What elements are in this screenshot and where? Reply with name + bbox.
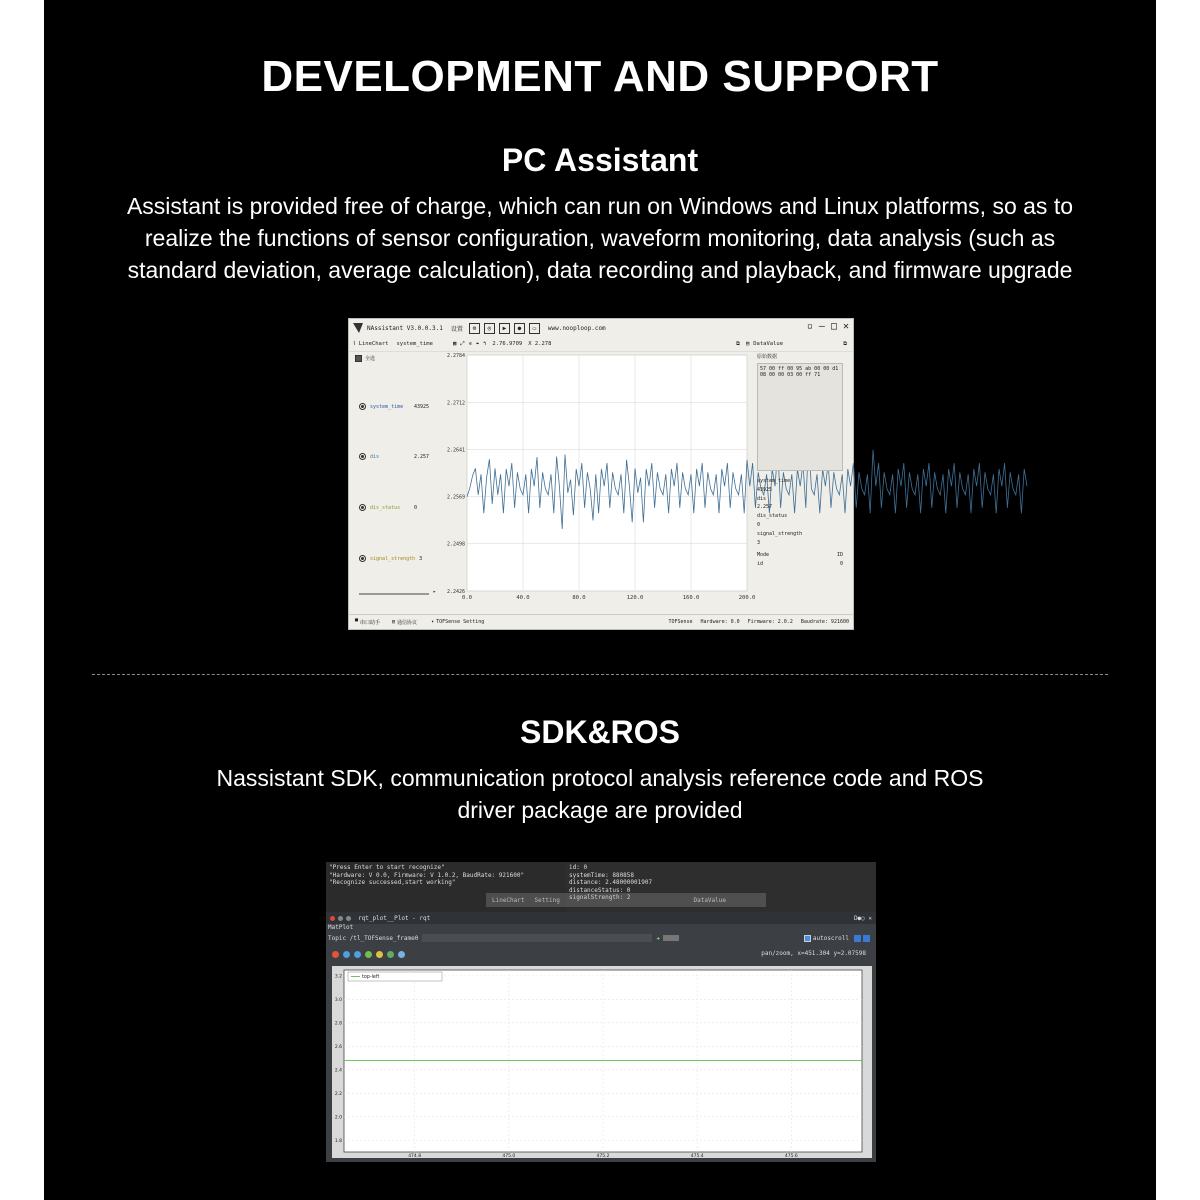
settings-menu[interactable]: 设置 — [450, 325, 463, 333]
channel-value: 0 — [414, 504, 418, 511]
radio-icon — [359, 403, 366, 410]
save-icon[interactable] — [398, 951, 405, 958]
close-icon[interactable] — [330, 916, 335, 921]
mode-value: ID — [836, 552, 843, 558]
id-label: id — [757, 561, 764, 567]
pc-titlebar — [349, 319, 853, 337]
x-tick-label: 200.0 — [738, 595, 756, 601]
rqt-titlebar — [326, 912, 876, 924]
value-val: 43925 — [757, 486, 773, 493]
forward-icon[interactable] — [354, 951, 361, 958]
pc-assistant-window — [348, 318, 854, 630]
channel-value: 43925 — [414, 403, 430, 410]
topic-row — [326, 933, 876, 943]
copy-icon[interactable]: ⧉ — [843, 340, 847, 347]
raw-data-box — [757, 363, 843, 471]
data-icon: ▤ — [745, 341, 750, 347]
autoscroll-checkbox[interactable] — [804, 935, 811, 942]
rqt-plot-chart[interactable] — [332, 966, 872, 1158]
y-tick-label: 2.8 — [334, 1021, 342, 1027]
scroll-right-icon[interactable]: ▸ — [433, 589, 437, 595]
y-tick-label: 3.2 — [334, 974, 342, 980]
clear-icon[interactable] — [863, 935, 870, 942]
y-tick-label: 3.0 — [334, 997, 342, 1003]
value-val: 2.257 — [757, 504, 773, 511]
channel-list — [353, 351, 443, 606]
add-topic-icon[interactable]: ✚ — [656, 934, 660, 942]
value-list — [757, 477, 802, 547]
value-key: system_time — [757, 478, 791, 484]
raw-hex-text: 57 00 ff 00 95 ab 00 00 d1 08 00 00 03 00 ff 71 — [760, 366, 839, 378]
firmware-version: Firmware: 2.0.2 — [747, 619, 793, 625]
restore-icon[interactable]: ▫ — [806, 321, 813, 332]
gear-icon[interactable]: ✲ — [468, 341, 472, 347]
y-tick-label: 2.6 — [334, 1044, 342, 1050]
sdk-desc-line: driver package are provided — [457, 797, 743, 823]
raw-data-label: 原始数据 — [757, 354, 778, 360]
y-tick-label: 2.2641 — [446, 447, 465, 454]
device-name: TOFSense — [668, 619, 693, 625]
x-tick-label: 474.8 — [408, 1154, 422, 1159]
pin-icon[interactable]: ⌖ — [475, 340, 480, 347]
remove-topic-button[interactable] — [663, 935, 679, 941]
x-tick-label: 475.6 — [784, 1154, 798, 1159]
promo-panel — [44, 0, 1156, 1200]
pc-desc-line: standard deviation, average calculation), data recording and playback, and firmware upgrade — [127, 257, 1073, 283]
terminal-line: "Hardware: V 0.0, Firmware: V 1.0.2, BaudRate: 921600" — [329, 871, 525, 879]
home-icon[interactable] — [332, 951, 339, 958]
zoom-icon[interactable]: ⤢ — [460, 340, 465, 347]
baudrate: Baudrate: 921600 — [800, 619, 849, 625]
maximize-icon[interactable] — [346, 916, 351, 921]
ghost-tab: LineChart — [492, 896, 525, 904]
x-field-select[interactable]: system_time — [396, 341, 433, 347]
terminal-line: systemTime: 880858 — [569, 871, 635, 879]
sdk-ros-description — [104, 762, 1096, 826]
channel-name: system_time — [370, 403, 404, 410]
value-key: dis — [757, 495, 767, 502]
sdk-desc-line: Nassistant SDK, communication protocol analysis reference code and ROS — [216, 765, 984, 791]
terminal-line: distance: 2.48000001907 — [569, 879, 653, 886]
pc-desc-line: realize the functions of sensor configuration, waveform monitoring, data analysis (such as — [144, 225, 1056, 251]
y-tick-label: 2.4 — [334, 1068, 342, 1074]
checkbox-icon — [355, 355, 362, 362]
flash-icon[interactable]: ϟ — [483, 341, 487, 347]
x-tick-label: 475.4 — [690, 1154, 704, 1159]
serial-icon: ▀ — [355, 619, 359, 625]
pause-icon[interactable] — [854, 935, 861, 942]
channel-value: 2.257 — [414, 453, 430, 460]
tab-linechart[interactable]: LineChart — [358, 341, 389, 347]
pc-toolbar — [349, 337, 853, 352]
plot-area — [467, 355, 747, 591]
channel-item[interactable] — [359, 555, 422, 562]
pan-icon[interactable] — [365, 951, 372, 958]
plot-area — [344, 970, 862, 1152]
monitor-icon[interactable]: ▭ — [529, 323, 540, 334]
radio-icon — [359, 555, 366, 562]
x-tick-label: 80.0 — [572, 595, 586, 601]
sdk-ros-title: SDK&ROS — [519, 714, 680, 750]
cursor-readout-1: 2.76.9709 — [492, 341, 523, 347]
terminal-line: signalStrength: 2 — [569, 894, 631, 901]
window-controls — [807, 321, 849, 332]
terminal-line: "Press Enter to start recognize" — [329, 864, 445, 871]
pc-assistant-title: PC Assistant — [501, 142, 699, 178]
channel-name: dis — [370, 453, 380, 460]
pc-desc-line: Assistant is provided free of charge, which can run on Windows and Linux platforms, so as to — [126, 193, 1074, 219]
back-icon[interactable] — [343, 951, 350, 958]
mode-label: Mode — [757, 552, 770, 558]
ghost-tab: DataValue — [693, 896, 726, 904]
value-val: 3 — [757, 539, 761, 546]
serial-assistant-button[interactable]: 串口助手 — [360, 619, 381, 626]
pc-assistant-description — [104, 190, 1096, 286]
x-tick-label: 40.0 — [516, 595, 530, 601]
data-value-panel — [753, 351, 849, 606]
y-tick-label: 2.2712 — [446, 400, 465, 407]
protocol-button[interactable]: 通信协议 — [397, 619, 418, 626]
horizontal-scrollbar[interactable] — [359, 593, 429, 595]
channel-value: 3 — [419, 555, 423, 562]
grid-icon[interactable]: ▦ — [452, 341, 457, 347]
line-chart-icon: ⌇ — [353, 341, 356, 347]
x-tick-label: 120.0 — [626, 595, 644, 601]
document-icon: ▤ — [392, 619, 396, 625]
matplot-menu[interactable]: MatPlot — [328, 924, 354, 931]
rqt-window-title: rqt_plot__Plot - rqt — [358, 914, 431, 922]
rqt-window — [326, 862, 876, 1162]
channel-name: dis_status — [370, 504, 401, 511]
y-tick-label: 2.2784 — [446, 353, 465, 359]
pc-line-chart[interactable] — [445, 351, 756, 609]
radio-icon — [359, 504, 366, 511]
x-tick-label: 475.0 — [502, 1154, 516, 1159]
plot-toolbar — [332, 951, 405, 958]
tof-icon: ▾ — [431, 619, 435, 625]
terminal-line: id: 0 — [569, 864, 588, 871]
mode-table — [757, 551, 843, 569]
main-title: DEVELOPMENT AND SUPPORT — [261, 52, 939, 101]
y-tick-label: 2.2426 — [446, 589, 465, 595]
x-tick-label: 475.2 — [596, 1154, 610, 1159]
x-tick-label: 0.0 — [462, 595, 472, 601]
app-logo-icon — [353, 323, 363, 333]
maximize-icon[interactable]: □ — [830, 321, 837, 332]
connect-icon[interactable]: ⚙ — [469, 323, 480, 334]
terminal-line: "Recognize successed,start working" — [329, 879, 456, 886]
close-icon[interactable]: ✕ — [842, 321, 849, 332]
channel-name: signal_strength — [370, 555, 416, 562]
pc-status-bar — [349, 614, 853, 629]
legend-label: top-left — [362, 975, 380, 980]
hardware-version: Hardware: 0.0 — [700, 619, 740, 625]
tof-setting-button[interactable]: TOFSense Setting — [436, 619, 485, 625]
tab-datavalue[interactable]: DataValue — [753, 341, 784, 347]
section-divider — [92, 674, 1108, 675]
channel-item[interactable] — [359, 504, 417, 511]
target-icon[interactable]: ◎ — [484, 323, 495, 334]
minimize-icon[interactable] — [338, 916, 343, 921]
value-val: 0 — [757, 521, 761, 528]
terminal-line: distanceStatus: 0 — [569, 886, 631, 894]
topic-label: Topic /tl_TOFSense_frame0 — [328, 934, 419, 942]
pan-zoom-readout: pan/zoom, x=451.304 y=2.07598 — [761, 950, 866, 957]
y-tick-label: 2.2 — [334, 1091, 342, 1097]
y-tick-label: 2.0 — [334, 1115, 342, 1121]
channel-item[interactable] — [359, 453, 429, 460]
y-tick-label: 1.8 — [334, 1138, 342, 1144]
configure-icon[interactable] — [387, 951, 394, 958]
select-all-label: 全选 — [365, 356, 376, 362]
select-all-checkbox[interactable] — [355, 355, 375, 362]
ghost-tab: Setting — [534, 896, 560, 904]
dock-controls-icon[interactable]: D●○ ✕ — [853, 914, 872, 922]
y-tick-label: 2.2498 — [446, 541, 465, 548]
background-window-tabs — [486, 893, 766, 907]
value-key: dis_status — [757, 513, 788, 520]
id-value: 0 — [839, 561, 843, 567]
y-tick-label: 2.2569 — [446, 494, 465, 501]
x-tick-label: 160.0 — [682, 595, 700, 601]
channel-item[interactable] — [359, 403, 429, 410]
minimize-icon[interactable]: – — [818, 321, 825, 332]
play-icon[interactable]: ▶ — [499, 323, 510, 334]
radio-icon — [359, 453, 366, 460]
topic-input[interactable] — [422, 934, 652, 942]
autoscroll-label: autoscroll — [812, 934, 849, 942]
copy-icon[interactable]: ⧉ — [736, 340, 740, 347]
value-key: signal_strength — [757, 530, 803, 537]
record-icon[interactable]: ● — [514, 323, 525, 334]
zoom-icon[interactable] — [376, 951, 383, 958]
website-link[interactable]: www.nooploop.com — [547, 324, 606, 332]
cursor-readout-2: X 2.278 — [528, 341, 552, 347]
app-title: NAssistant V3.0.0.3.1 — [367, 324, 443, 332]
